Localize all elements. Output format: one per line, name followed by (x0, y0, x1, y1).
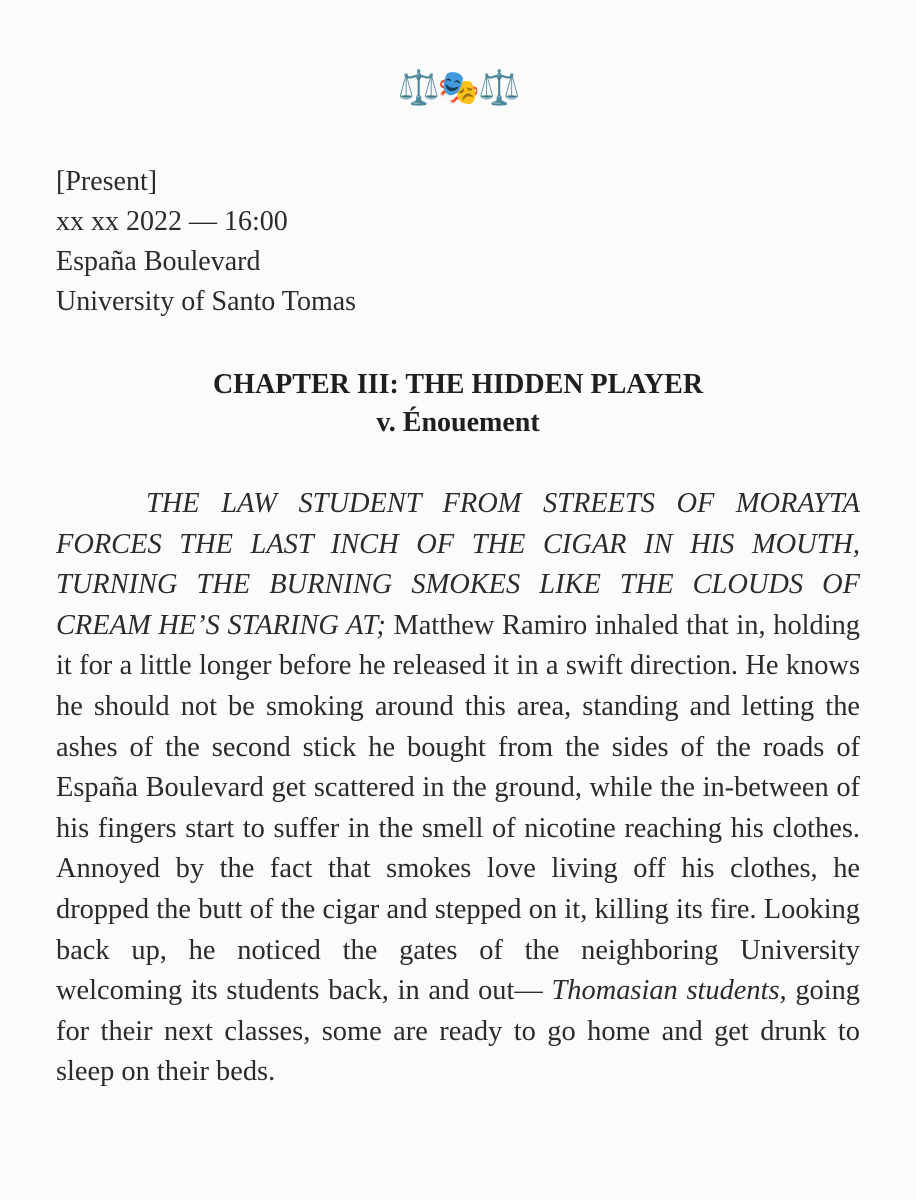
theater-masks-icon: 🎭 (437, 68, 479, 108)
paragraph-text-b: going for their next classes, some are ready to go home and get drunk to sleep on their beds. (56, 975, 860, 1088)
chapter-title: CHAPTER III: THE HIDDEN PLAYER (212, 369, 704, 400)
paragraph-text-a: Matthew Ramiro inhaled that in, holding it for a little longer before he released it in a swift direction. He knows he should not be smoking around this area, standing and letting the ashes of the second stick he bought from the sides of the roads of España Boulevard get scattered in the ground, while the in-between of his fingers start to suffer in the smell of nicotine reaching his clothes. Annoyed by the fact that smokes love living off his clothes, he dropped the butt of the cigar and stepped on it, killing its fire. Looking back up, he noticed the gates of the neighboring University welcoming its students back, in and out— (56, 609, 861, 1007)
scales-icon: ⚖️ (478, 68, 519, 108)
header-emoji-row (0, 66, 916, 110)
date-time: xx xx 2022 — 16:00 (56, 206, 288, 237)
italic-lead: THE LAW STUDENT FROM STREETS OF MORAYTA FORCES THE LAST INCH OF THE CIGAR IN HIS MOUTH, TURNING THE BURNING SMOKES LIKE THE CLOUDS OF CREAM HE’S STARING AT; (56, 488, 860, 641)
location-university: University of Santo Tomas (56, 286, 357, 317)
location-street: España Boulevard (56, 246, 261, 277)
italic-phrase: Thomasian students, (551, 975, 787, 1007)
story-paragraph (56, 484, 860, 1093)
chapter-heading (0, 366, 916, 442)
scene-metadata (56, 162, 856, 322)
time-marker: [Present] (56, 166, 158, 197)
scales-icon: ⚖️ (397, 68, 438, 108)
chapter-subtitle: v. Énouement (376, 407, 540, 438)
